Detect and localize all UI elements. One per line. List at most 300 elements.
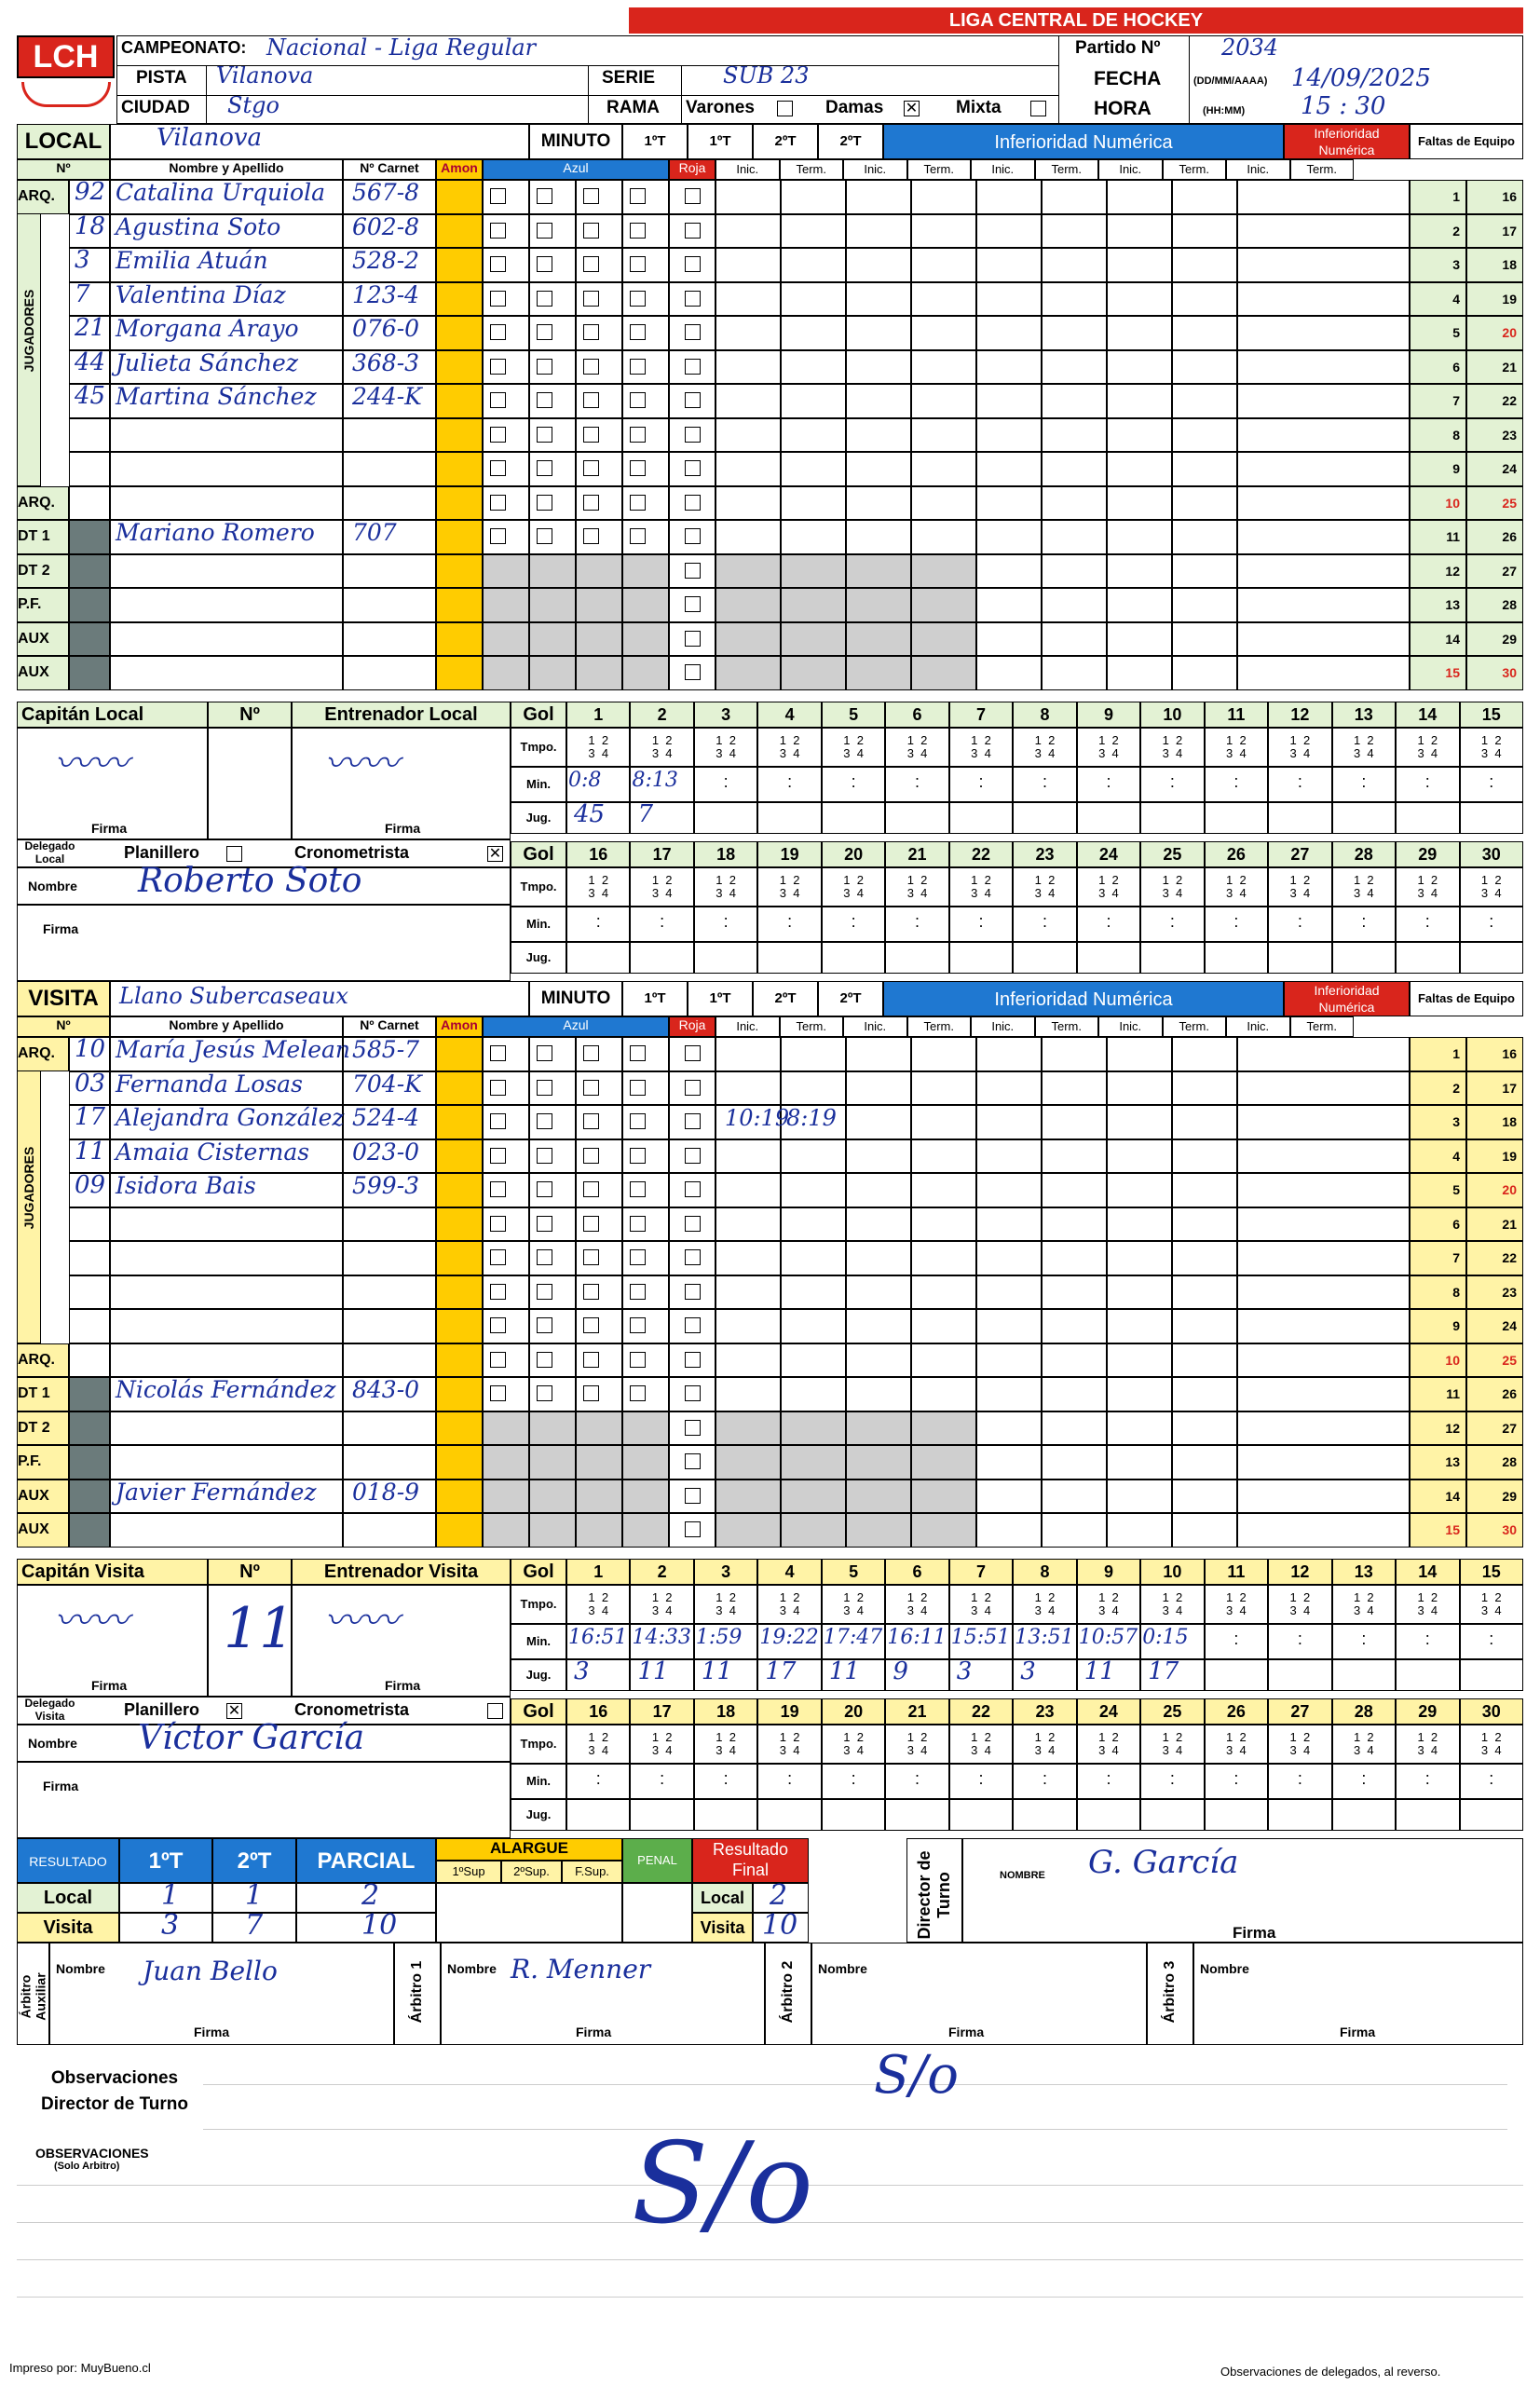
player-number-cell bbox=[69, 1377, 110, 1411]
azul-cell bbox=[576, 1513, 622, 1548]
roja-checkbox[interactable] bbox=[685, 1080, 701, 1096]
inferioridad-cell bbox=[1107, 214, 1172, 249]
azul-checkbox[interactable] bbox=[630, 1216, 646, 1232]
falta-left: 11 bbox=[1410, 1377, 1466, 1411]
gol-minuto-sep: : bbox=[915, 1769, 920, 1788]
gol-minuto-sep: : bbox=[1042, 1769, 1047, 1788]
azul-checkbox[interactable] bbox=[583, 392, 599, 408]
amonestacion-cell bbox=[436, 1309, 483, 1343]
azul-checkbox[interactable] bbox=[490, 1045, 506, 1061]
azul-checkbox[interactable] bbox=[630, 460, 646, 476]
planillero-checkbox[interactable]: ✕ bbox=[227, 1703, 241, 1719]
azul-checkbox[interactable] bbox=[583, 1249, 599, 1265]
falta-left: 8 bbox=[1410, 1275, 1466, 1310]
azul-checkbox[interactable] bbox=[490, 1385, 506, 1401]
inferioridad-cell bbox=[715, 1309, 781, 1343]
azul-checkbox[interactable] bbox=[583, 1080, 599, 1096]
gol-number: 25 bbox=[1140, 841, 1204, 867]
inferioridad-cell bbox=[911, 452, 976, 486]
roja-checkbox[interactable] bbox=[685, 1420, 701, 1436]
roja-checkbox[interactable] bbox=[685, 1148, 701, 1164]
inferioridad-extra-cell bbox=[1237, 1105, 1410, 1139]
azul-checkbox[interactable] bbox=[537, 1284, 552, 1300]
gol-number: 24 bbox=[1077, 1698, 1140, 1725]
roja-checkbox[interactable] bbox=[685, 256, 701, 272]
inferioridad-cell bbox=[846, 1445, 911, 1480]
roja-checkbox[interactable] bbox=[685, 1317, 701, 1333]
roja-checkbox[interactable] bbox=[685, 596, 701, 612]
gol-number: 17 bbox=[630, 1698, 693, 1725]
roja-checkbox[interactable] bbox=[685, 1113, 701, 1129]
falta-left: 1 bbox=[1410, 1037, 1466, 1071]
azul-checkbox[interactable] bbox=[537, 1385, 552, 1401]
inferioridad-cell bbox=[1172, 1480, 1237, 1514]
inferioridad-cell bbox=[1107, 656, 1172, 690]
azul-checkbox[interactable] bbox=[537, 1181, 552, 1197]
inferioridad-cell bbox=[976, 350, 1042, 385]
azul-checkbox[interactable] bbox=[490, 1352, 506, 1368]
azul-checkbox[interactable] bbox=[630, 359, 646, 375]
inferioridad-subheader: Term. bbox=[1290, 1016, 1355, 1037]
gol-minuto-sep: : bbox=[787, 912, 793, 931]
gol-number: 24 bbox=[1077, 841, 1140, 867]
azul-checkbox[interactable] bbox=[490, 1181, 506, 1197]
azul-checkbox[interactable] bbox=[583, 1352, 599, 1368]
gol-minuto-sep: : bbox=[1297, 1630, 1302, 1648]
azul-checkbox[interactable] bbox=[490, 1080, 506, 1096]
azul-checkbox[interactable] bbox=[490, 256, 506, 272]
player-carnet-cell bbox=[343, 1309, 436, 1343]
gol-jugador-cell bbox=[1396, 1799, 1459, 1831]
roja-checkbox[interactable] bbox=[685, 1181, 701, 1197]
falta-left: 11 bbox=[1410, 520, 1466, 554]
azul-checkbox[interactable] bbox=[537, 359, 552, 375]
inferioridad-cell bbox=[911, 1309, 976, 1343]
player-carnet-cell bbox=[343, 1343, 436, 1378]
player-carnet-cell bbox=[343, 588, 436, 622]
azul-checkbox[interactable] bbox=[537, 528, 552, 544]
inferioridad-cell bbox=[1107, 248, 1172, 282]
inferioridad-cell bbox=[846, 1309, 911, 1343]
azul-checkbox[interactable] bbox=[630, 427, 646, 443]
azul-checkbox[interactable] bbox=[490, 495, 506, 511]
cronometrista-checkbox[interactable] bbox=[487, 1703, 503, 1719]
azul-checkbox[interactable] bbox=[490, 1249, 506, 1265]
azul-checkbox[interactable] bbox=[490, 392, 506, 408]
roja-checkbox[interactable] bbox=[685, 427, 701, 443]
gol-number: 8 bbox=[1013, 702, 1076, 728]
azul-checkbox[interactable] bbox=[537, 1148, 552, 1164]
inferioridad-cell bbox=[911, 316, 976, 350]
gol-number: 15 bbox=[1460, 1559, 1523, 1585]
inferioridad-cell bbox=[781, 486, 846, 521]
roja-checkbox[interactable] bbox=[685, 324, 701, 340]
azul-checkbox[interactable] bbox=[630, 188, 646, 204]
player-carnet-cell bbox=[343, 1241, 436, 1275]
gol-number: 1 bbox=[566, 702, 630, 728]
azul-checkbox[interactable] bbox=[583, 1385, 599, 1401]
roja-checkbox[interactable] bbox=[685, 188, 701, 204]
azul-checkbox[interactable] bbox=[583, 1113, 599, 1129]
jugadores-label: JUGADORES bbox=[21, 1146, 36, 1230]
inferioridad-subheader: Inic. bbox=[1098, 1016, 1163, 1037]
falta-right: 28 bbox=[1466, 1445, 1523, 1480]
capitan-signature: 〰〰 bbox=[54, 1600, 129, 1643]
entrenador-firma-label: Firma bbox=[385, 1678, 421, 1693]
gol-number: 29 bbox=[1396, 841, 1459, 867]
azul-checkbox[interactable] bbox=[537, 324, 552, 340]
azul-checkbox[interactable] bbox=[537, 427, 552, 443]
azul-checkbox[interactable] bbox=[537, 291, 552, 307]
inferioridad-cell bbox=[1042, 1241, 1107, 1275]
gol-number: 28 bbox=[1332, 841, 1396, 867]
gol-jugador-cell bbox=[694, 1799, 757, 1831]
gol-tiempo-cell: 1 2 3 4 bbox=[1268, 1725, 1331, 1764]
planillero-label: Planillero bbox=[124, 843, 200, 862]
player-number: 44 bbox=[75, 348, 106, 376]
inferioridad-cell bbox=[846, 1037, 911, 1071]
amonestacion-cell bbox=[436, 248, 483, 282]
roja-checkbox[interactable] bbox=[685, 392, 701, 408]
inferioridad-extra-cell bbox=[1237, 1377, 1410, 1411]
gol-number: 11 bbox=[1205, 702, 1268, 728]
azul-checkbox[interactable] bbox=[490, 460, 506, 476]
player-number-cell bbox=[69, 520, 110, 554]
player-name-cell bbox=[110, 1207, 343, 1242]
inferioridad-cell bbox=[781, 622, 846, 657]
inferioridad-cell bbox=[1042, 180, 1107, 214]
inferioridad-cell bbox=[1107, 520, 1172, 554]
inferioridad-cell bbox=[715, 1480, 781, 1514]
gol-minuto: 10:57 bbox=[1078, 1626, 1138, 1649]
azul-checkbox[interactable] bbox=[537, 1045, 552, 1061]
azul-checkbox[interactable] bbox=[630, 495, 646, 511]
inferioridad-cell bbox=[715, 418, 781, 453]
azul-checkbox[interactable] bbox=[630, 1249, 646, 1265]
role-label: AUX bbox=[17, 622, 69, 657]
roja-checkbox[interactable] bbox=[685, 1521, 701, 1537]
inferioridad-cell bbox=[846, 1173, 911, 1207]
gol-number: 7 bbox=[949, 702, 1013, 728]
amonestacion-cell bbox=[436, 418, 483, 453]
inferioridad-cell bbox=[715, 486, 781, 521]
azul-cell bbox=[622, 588, 669, 622]
azul-checkbox[interactable] bbox=[537, 495, 552, 511]
player-carnet-cell bbox=[343, 1275, 436, 1310]
inferioridad-cell bbox=[715, 1513, 781, 1548]
mixta-checkbox[interactable] bbox=[1030, 101, 1046, 116]
inferioridad-cell bbox=[846, 1241, 911, 1275]
inferioridad-cell bbox=[781, 1207, 846, 1242]
gol-number: 26 bbox=[1205, 1698, 1268, 1725]
inferioridad-cell bbox=[1042, 1309, 1107, 1343]
arbitro-auxiliar-name: Juan Bello bbox=[143, 1956, 278, 1986]
azul-checkbox[interactable] bbox=[583, 427, 599, 443]
azul-checkbox[interactable] bbox=[490, 291, 506, 307]
player-number: 45 bbox=[75, 382, 106, 410]
gol-tiempo-cell: 1 2 3 4 bbox=[1460, 1585, 1523, 1624]
inferioridad-cell bbox=[911, 1377, 976, 1411]
inferioridad-cell bbox=[1042, 282, 1107, 317]
azul-checkbox[interactable] bbox=[583, 223, 599, 239]
azul-checkbox[interactable] bbox=[630, 324, 646, 340]
inferioridad-cell bbox=[911, 350, 976, 385]
damas-checkbox[interactable]: ✕ bbox=[905, 101, 919, 116]
gol-tiempo-cell: 1 2 3 4 bbox=[949, 728, 1013, 767]
player-number: 18 bbox=[75, 211, 106, 240]
azul-cell bbox=[483, 622, 529, 657]
inferioridad-cell bbox=[846, 486, 911, 521]
inferioridad-extra-cell bbox=[1237, 1139, 1410, 1174]
azul-checkbox[interactable] bbox=[490, 324, 506, 340]
inferioridad-cell bbox=[1042, 554, 1107, 589]
azul-cell bbox=[483, 1411, 529, 1446]
gol-number: 6 bbox=[885, 1559, 948, 1585]
inferioridad-subheader: Term. bbox=[1035, 1016, 1099, 1037]
roja-checkbox[interactable] bbox=[685, 1045, 701, 1061]
azul-checkbox[interactable] bbox=[583, 256, 599, 272]
inferioridad-subheader: Inic. bbox=[715, 159, 780, 180]
gol-row-label-tmpo: Tmpo. bbox=[511, 728, 566, 767]
inferioridad-cell bbox=[1042, 214, 1107, 249]
inferioridad-cell bbox=[1172, 1241, 1237, 1275]
inferioridad-cell bbox=[715, 384, 781, 418]
azul-checkbox[interactable] bbox=[537, 256, 552, 272]
azul-checkbox[interactable] bbox=[630, 392, 646, 408]
amonestacion-cell bbox=[436, 384, 483, 418]
falta-right: 16 bbox=[1466, 1037, 1523, 1071]
roja-checkbox[interactable] bbox=[685, 1352, 701, 1368]
gol-minuto-sep: : bbox=[1233, 1769, 1239, 1788]
roja-checkbox[interactable] bbox=[685, 1216, 701, 1232]
gol-minuto-sep: : bbox=[595, 912, 601, 931]
gol-tiempo-cell: 1 2 3 4 bbox=[1460, 867, 1523, 907]
roja-checkbox[interactable] bbox=[685, 291, 701, 307]
amonestacion-cell bbox=[436, 1105, 483, 1139]
inferioridad-term-value: 8:19 bbox=[786, 1105, 837, 1131]
planillero-checkbox[interactable] bbox=[226, 846, 242, 862]
gol-row-label-tmpo: Tmpo. bbox=[511, 1725, 566, 1764]
azul-checkbox[interactable] bbox=[537, 1216, 552, 1232]
azul-checkbox[interactable] bbox=[630, 1148, 646, 1164]
roja-checkbox[interactable] bbox=[685, 1249, 701, 1265]
azul-checkbox[interactable] bbox=[630, 1181, 646, 1197]
azul-checkbox[interactable] bbox=[630, 528, 646, 544]
azul-checkbox[interactable] bbox=[490, 223, 506, 239]
inferioridad-cell bbox=[1042, 1173, 1107, 1207]
gol-jugador-cell bbox=[1013, 1799, 1076, 1831]
inferioridad-cell bbox=[715, 282, 781, 317]
gol-jugador-cell bbox=[1140, 1799, 1204, 1831]
gol-number: 29 bbox=[1396, 1698, 1459, 1725]
inferioridad-subheader: Term. bbox=[907, 1016, 972, 1037]
inferioridad-cell bbox=[911, 1139, 976, 1174]
inferioridad-extra-cell bbox=[1237, 486, 1410, 521]
visita-label: VISITA bbox=[17, 981, 110, 1016]
falta-left: 4 bbox=[1410, 282, 1466, 317]
azul-checkbox[interactable] bbox=[583, 1045, 599, 1061]
player-number-cell bbox=[69, 1480, 110, 1514]
azul-checkbox[interactable] bbox=[583, 359, 599, 375]
azul-checkbox[interactable] bbox=[630, 1352, 646, 1368]
pista-value: Vilanova bbox=[216, 62, 314, 89]
falta-left: 8 bbox=[1410, 418, 1466, 453]
azul-checkbox[interactable] bbox=[490, 359, 506, 375]
azul-checkbox[interactable] bbox=[630, 1284, 646, 1300]
roja-checkbox[interactable] bbox=[685, 664, 701, 680]
gol-minuto-sep: : bbox=[1424, 1769, 1430, 1788]
roja-checkbox[interactable] bbox=[685, 563, 701, 579]
azul-checkbox[interactable] bbox=[583, 291, 599, 307]
azul-checkbox[interactable] bbox=[583, 460, 599, 476]
azul-checkbox[interactable] bbox=[583, 1317, 599, 1333]
azul-checkbox[interactable] bbox=[630, 223, 646, 239]
gol-number: 1 bbox=[566, 1559, 630, 1585]
inferioridad-subheader: Inic. bbox=[715, 1016, 780, 1037]
gol-minuto-sep: : bbox=[1361, 1769, 1367, 1788]
inferioridad-cell bbox=[1042, 1139, 1107, 1174]
inferioridad-cell bbox=[1042, 1105, 1107, 1139]
inferioridad-cell bbox=[911, 1343, 976, 1378]
inferioridad-cell bbox=[846, 588, 911, 622]
visita-team-name: Llano Subercaseaux bbox=[119, 983, 348, 1009]
falta-right: 19 bbox=[1466, 282, 1523, 317]
azul-checkbox[interactable] bbox=[583, 1181, 599, 1197]
entrenador-label: Entrenador Local bbox=[292, 702, 511, 728]
falta-left: 5 bbox=[1410, 1173, 1466, 1207]
roja-checkbox[interactable] bbox=[685, 528, 701, 544]
gol-minuto-sep: : bbox=[1361, 772, 1367, 791]
inferioridad-cell bbox=[911, 486, 976, 521]
inferioridad-cell bbox=[1172, 384, 1237, 418]
inferioridad-cell bbox=[846, 520, 911, 554]
azul-checkbox[interactable] bbox=[583, 495, 599, 511]
azul-checkbox[interactable] bbox=[537, 392, 552, 408]
azul-checkbox[interactable] bbox=[490, 1148, 506, 1164]
player-name: Julieta Sánchez bbox=[116, 348, 299, 376]
azul-checkbox[interactable] bbox=[583, 188, 599, 204]
amonestacion-cell bbox=[436, 1037, 483, 1071]
azul-checkbox[interactable] bbox=[490, 427, 506, 443]
inferioridad-cell bbox=[911, 588, 976, 622]
partido-value: 2034 bbox=[1221, 34, 1279, 61]
cronometrista-checkbox[interactable]: ✕ bbox=[488, 846, 502, 862]
azul-checkbox[interactable] bbox=[583, 1148, 599, 1164]
azul-checkbox[interactable] bbox=[537, 1352, 552, 1368]
player-carnet: 368-3 bbox=[352, 348, 420, 376]
azul-checkbox[interactable] bbox=[537, 1317, 552, 1333]
inferioridad-cell bbox=[1042, 350, 1107, 385]
inferioridad-cell bbox=[846, 622, 911, 657]
final-local-score: 2 bbox=[770, 1879, 788, 1912]
role-label: ARQ. bbox=[17, 1343, 69, 1378]
azul-checkbox[interactable] bbox=[537, 460, 552, 476]
role-label: DT 1 bbox=[17, 520, 69, 554]
inferioridad-cell bbox=[715, 350, 781, 385]
azul-checkbox[interactable] bbox=[490, 1317, 506, 1333]
azul-checkbox[interactable] bbox=[630, 1045, 646, 1061]
azul-checkbox[interactable] bbox=[490, 1284, 506, 1300]
roja-checkbox[interactable] bbox=[685, 1453, 701, 1469]
inferioridad-cell bbox=[846, 1105, 911, 1139]
varones-checkbox[interactable] bbox=[777, 101, 793, 116]
roja-checkbox[interactable] bbox=[685, 1488, 701, 1504]
inferioridad-cell bbox=[846, 1377, 911, 1411]
gol-minuto-sep: : bbox=[851, 772, 856, 791]
roja-checkbox[interactable] bbox=[685, 631, 701, 647]
roja-checkbox[interactable] bbox=[685, 359, 701, 375]
falta-right: 24 bbox=[1466, 1309, 1523, 1343]
gol-tiempo-cell: 1 2 3 4 bbox=[694, 728, 757, 767]
azul-checkbox[interactable] bbox=[583, 1216, 599, 1232]
azul-checkbox[interactable] bbox=[630, 1385, 646, 1401]
azul-checkbox[interactable] bbox=[583, 1284, 599, 1300]
azul-checkbox[interactable] bbox=[537, 188, 552, 204]
local-section: LOCAL Vilanova MINUTO 1ºT 1ºT 2ºT 2ºT Inferioridad Numérica Inferioridad Numérica Faltas de Equipo Nº Nombre y Apellido Nº Carnet Amon Azul Roja bbox=[17, 124, 1523, 702]
azul-checkbox[interactable] bbox=[537, 223, 552, 239]
azul-checkbox[interactable] bbox=[630, 1317, 646, 1333]
roja-checkbox[interactable] bbox=[685, 1385, 701, 1401]
roja-checkbox[interactable] bbox=[685, 460, 701, 476]
inferioridad-cell bbox=[846, 656, 911, 690]
amonestacion-cell bbox=[436, 1411, 483, 1446]
player-carnet: 524-4 bbox=[352, 1104, 420, 1131]
azul-checkbox[interactable] bbox=[490, 1113, 506, 1129]
roja-checkbox[interactable] bbox=[685, 495, 701, 511]
azul-checkbox[interactable] bbox=[490, 528, 506, 544]
azul-checkbox[interactable] bbox=[537, 1080, 552, 1096]
azul-checkbox[interactable] bbox=[537, 1249, 552, 1265]
inferioridad-cell bbox=[1042, 248, 1107, 282]
azul-checkbox[interactable] bbox=[630, 291, 646, 307]
player-carnet-cell bbox=[343, 656, 436, 690]
azul-checkbox[interactable] bbox=[490, 188, 506, 204]
gol-minuto-sep: : bbox=[1489, 772, 1494, 791]
roja-checkbox[interactable] bbox=[685, 1284, 701, 1300]
azul-checkbox[interactable] bbox=[630, 1080, 646, 1096]
inferioridad-cell bbox=[781, 316, 846, 350]
role-label: AUX bbox=[17, 656, 69, 690]
inferioridad-cell bbox=[911, 1275, 976, 1310]
gol-label: Gol bbox=[511, 1698, 566, 1725]
azul-cell bbox=[576, 656, 622, 690]
local-2t-score: 1 bbox=[245, 1879, 264, 1912]
player-number: 10 bbox=[75, 1035, 106, 1063]
azul-checkbox[interactable] bbox=[630, 256, 646, 272]
inferioridad-cell bbox=[1172, 1207, 1237, 1242]
roja-checkbox[interactable] bbox=[685, 223, 701, 239]
inferioridad-cell bbox=[976, 452, 1042, 486]
azul-checkbox[interactable] bbox=[630, 1113, 646, 1129]
player-name: Nicolás Fernández bbox=[116, 1376, 336, 1403]
azul-checkbox[interactable] bbox=[583, 324, 599, 340]
gol-row-label-jug: Jug. bbox=[511, 1799, 566, 1831]
inferioridad-cell bbox=[781, 1139, 846, 1174]
azul-checkbox[interactable] bbox=[583, 528, 599, 544]
azul-checkbox[interactable] bbox=[490, 1216, 506, 1232]
player-name-cell bbox=[110, 1445, 343, 1480]
player-number: 7 bbox=[75, 280, 90, 308]
visita-2t-score: 7 bbox=[245, 1909, 264, 1942]
azul-checkbox[interactable] bbox=[537, 1113, 552, 1129]
gol-row-label-tmpo: Tmpo. bbox=[511, 1585, 566, 1624]
gol-minuto-sep: : bbox=[595, 1769, 601, 1788]
player-name-cell bbox=[110, 1411, 343, 1446]
player-number: 17 bbox=[75, 1103, 106, 1131]
gol-tiempo-cell: 1 2 3 4 bbox=[1140, 867, 1204, 907]
gol-jugador-cell bbox=[1077, 802, 1140, 834]
inferioridad-cell bbox=[846, 1411, 911, 1446]
